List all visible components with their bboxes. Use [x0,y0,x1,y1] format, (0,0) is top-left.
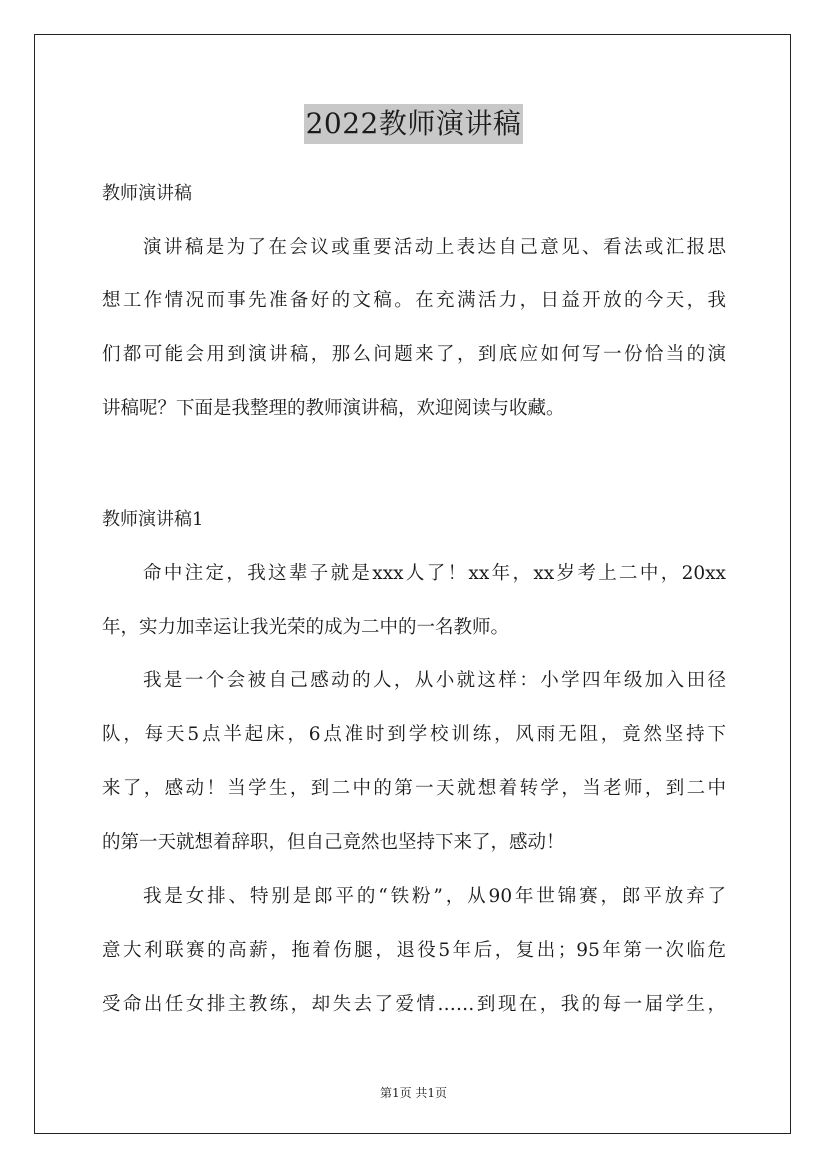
intro-line: 演讲稿是为了在会议或重要活动上表达自己意见、看法或汇报思 [143,237,726,258]
section-heading: 教师演讲稿 [102,183,192,204]
paragraph-line: 年，实力加幸运让我光荣的成为二中的一名教师。 [102,617,510,638]
intro-line: 想工作情况而事先准备好的文稿。在充满活力，日益开放的今天，我 [102,290,726,311]
page-footer: 第1页 共1页 [379,1086,448,1100]
intro-line: 讲稿呢？下面是我整理的教师演讲稿，欢迎阅读与收藏。 [102,398,565,419]
paragraph-line: 的第一天就想着辞职，但自己竟然也坚持下来了，感动！ [102,832,565,853]
paragraph-line: 队，每天5点半起床，6点准时到学校训练，风雨无阻，竟然坚持下 [102,724,726,745]
title-container [0,104,827,144]
section-heading: 教师演讲稿1 [102,509,204,530]
document-title: 2022教师演讲稿 [304,104,524,144]
paragraph-line: 我是女排、特别是郎平的“铁粉”，从90年世锦赛，郎平放弃了 [143,886,726,907]
paragraph-line: 受命出任女排主教练，却失去了爱情……到现在，我的每一届学生， [102,994,726,1015]
paragraph-line: 来了，感动！当学生，到二中的第一天就想着转学，当老师，到二中 [102,778,726,799]
intro-line: 们都可能会用到演讲稿，那么问题来了，到底应如何写一份恰当的演 [102,344,726,365]
paragraph-line: 意大利联赛的高薪，拖着伤腿，退役5年后，复出；95年第一次临危 [102,940,726,961]
paragraph-line: 命中注定，我这辈子就是xxx人了！xx年，xx岁考上二中，20xx [143,563,726,584]
paragraph-line: 我是一个会被自己感动的人，从小就这样：小学四年级加入田径 [143,670,726,691]
